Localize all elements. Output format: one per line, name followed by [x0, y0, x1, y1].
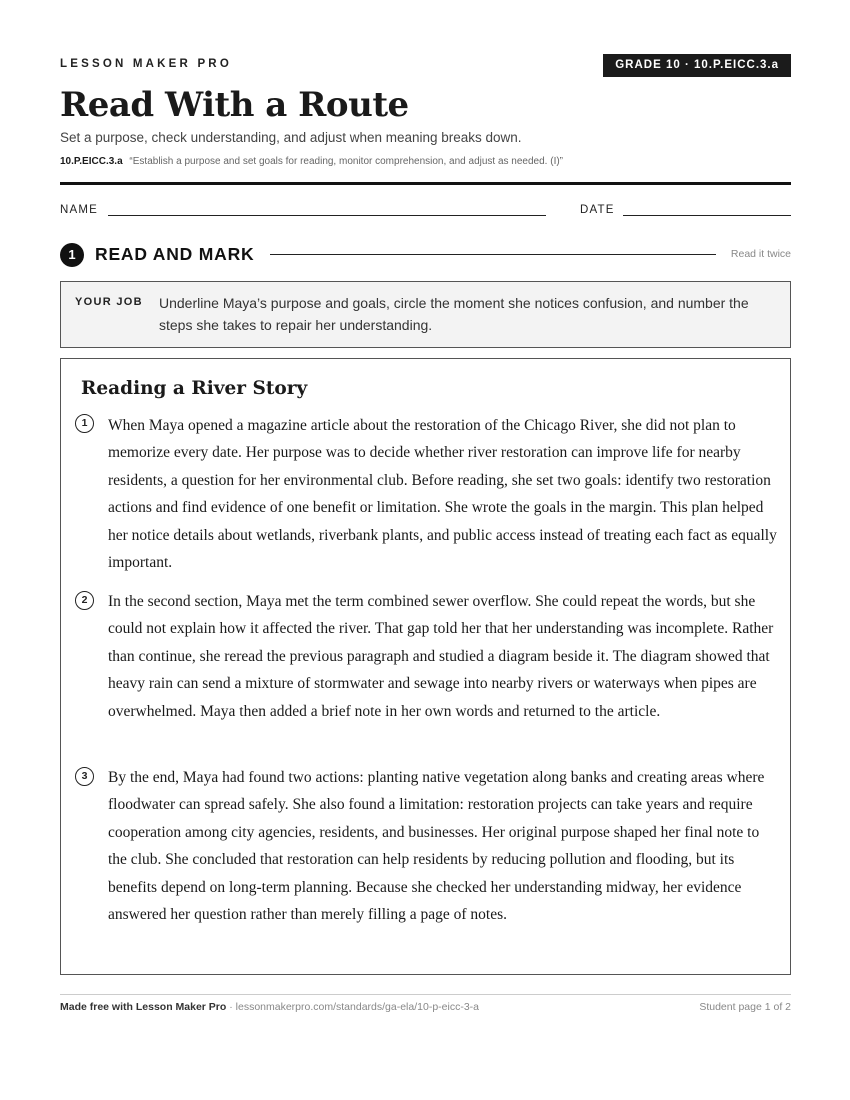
date-label: DATE	[580, 204, 615, 216]
section-note: Read it twice	[730, 248, 791, 260]
reading-title: Reading a River Story	[81, 378, 308, 399]
page-subtitle: Set a purpose, check understanding, and adjust when meaning breaks down.	[60, 130, 522, 145]
paragraph-number-3: 3	[75, 767, 94, 786]
name-label: NAME	[60, 204, 99, 216]
reading-passage-box	[60, 358, 791, 975]
page-title: Read With a Route	[60, 85, 409, 125]
date-field[interactable]	[623, 215, 791, 216]
standard-line	[60, 156, 563, 167]
standard-code: 10.P.EICC.3.a	[60, 156, 123, 167]
paragraph-2: In the second section, Maya met the term combined sewer overflow. She could repeat the words, but she could not explain how it affected the river. That gap told her that her understanding was incomplete. Rather than continue, she reread the previous paragraph and studied a diagram beside it. The diagram showed that heavy rain can send a mixture of stormwater and sewage into nearby rivers or waterways when pipes are overwhelmed. Maya then added a brief note in her own words and returned to the article.	[108, 593, 774, 720]
footer-made-with: Made free with Lesson Maker Pro	[60, 1001, 227, 1013]
footer-url[interactable]: · lessonmakerpro.com/standards/ga-ela/10-p-eicc-3-a	[226, 1001, 480, 1013]
section-number-badge: 1	[60, 243, 84, 267]
section-divider	[270, 254, 716, 255]
section-title: READ AND MARK	[95, 244, 255, 264]
paragraph-3: By the end, Maya had found two actions: planting native vegetation along banks and creating areas where floodwater can spread safely. She also found a limitation: restoration projects can take years and require cooperation among city agencies, residents, and businesses. Her original purpose shaped her final note to the club. She concluded that restoration can help residents by reducing pollution and flooding, but its benefits depend on long-term planning. Because she checked her understanding midway, her evidence answered her question rather than merely filling a page of notes.	[108, 769, 765, 924]
page-indicator: Student page 1 of 2	[699, 1001, 791, 1013]
your-job-box	[60, 281, 791, 348]
footer-credit	[60, 1001, 479, 1013]
your-job-text: Underline Maya’s purpose and goals, circle the moment she notices confusion, and number the steps she takes to repair her understanding.	[159, 295, 749, 333]
paragraph-1: When Maya opened a magazine article about the restoration of the Chicago River, she did not plan to memorize every date. Her purpose was to decide whether river restoration can improve life for nearby residents, a question for her environmental club. Before reading, she set two goals: identify two restoration actions and find evidence of one benefit or limitation. She wrote the goals in the margin. This plan helped her notice details about wetlands, riverbank plants, and public access instead of treating each fact as equally important.	[108, 417, 777, 572]
your-job-label: YOUR JOB	[75, 296, 143, 308]
standard-text: “Establish a purpose and set goals for reading, monitor comprehension, and adjust as needed. (I)”	[129, 156, 564, 167]
header-divider	[60, 182, 791, 185]
brand-name: LESSON MAKER PRO	[60, 58, 232, 70]
footer-divider	[60, 994, 791, 995]
paragraph-number-1: 1	[75, 414, 94, 433]
name-field[interactable]	[108, 215, 546, 216]
grade-badge: GRADE 10 · 10.P.EICC.3.a	[603, 54, 791, 77]
paragraph-number-2: 2	[75, 591, 94, 610]
